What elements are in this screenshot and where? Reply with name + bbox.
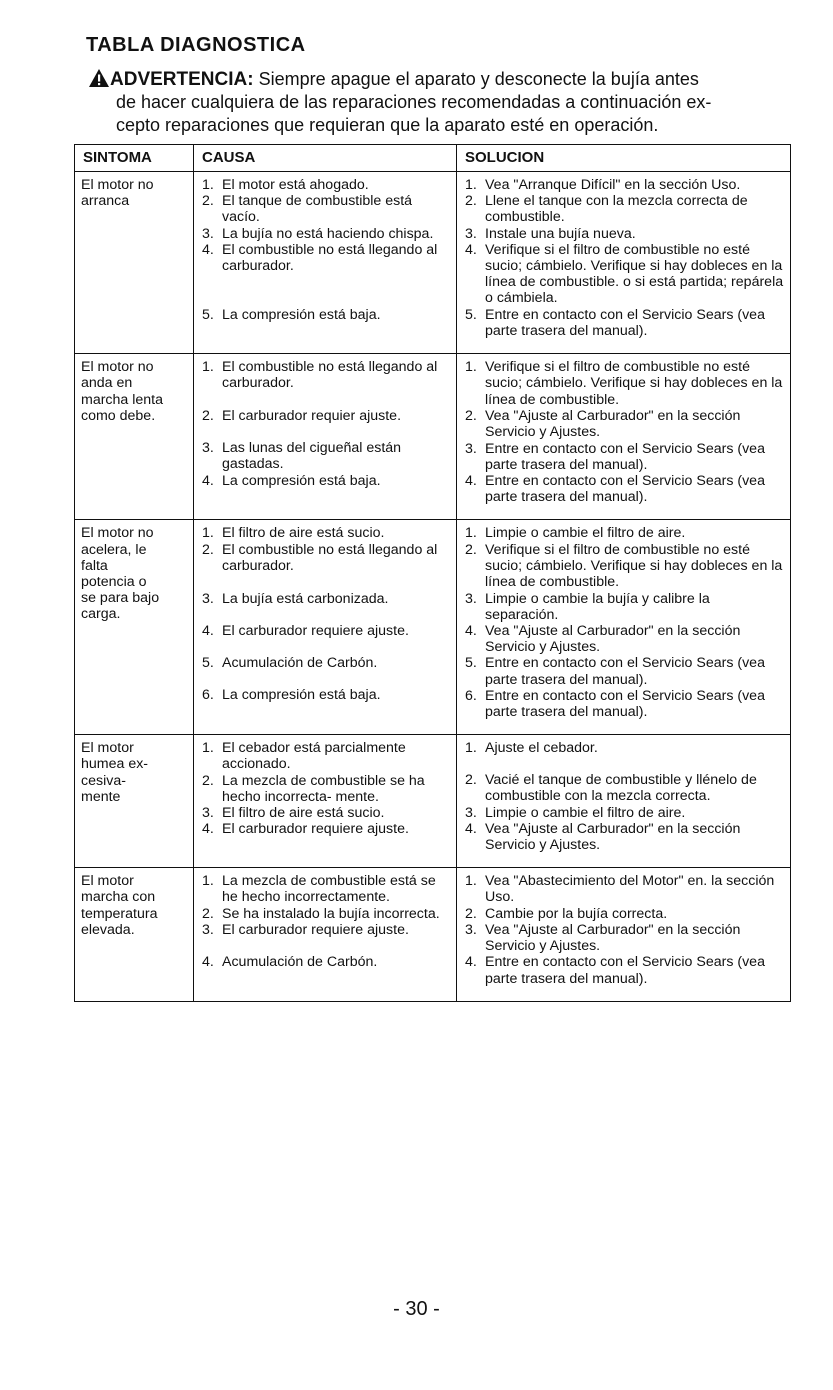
- item-text: La compresión está baja.: [222, 472, 381, 489]
- symptom-cell: El motor no arranca: [75, 172, 194, 354]
- item-text: Entre en contacto con el Servicio Sears (vea parte trasera del manual).: [485, 440, 765, 473]
- cause-item: [200, 821, 452, 853]
- item-number: 4.: [465, 820, 477, 837]
- cause-cell: [194, 354, 457, 520]
- warning-triangle-icon: [88, 68, 110, 88]
- cause-item: [200, 359, 452, 408]
- item-text: Limpie o cambie el filtro de aire.: [485, 525, 686, 542]
- table-row: [75, 520, 791, 735]
- cause-item: [200, 226, 452, 242]
- item-number: 2.: [465, 772, 477, 789]
- item-number: 3.: [202, 225, 214, 242]
- item-text: Vea "Ajuste al Carburador" en la sección Servicio y Ajustes.: [485, 820, 741, 854]
- solution-item: [463, 542, 786, 591]
- item-text: El carburador requiere ajuste.: [222, 821, 409, 838]
- solution-item: [463, 805, 786, 821]
- cause-item: [200, 408, 452, 440]
- solution-item: [463, 873, 786, 905]
- item-number: 6.: [202, 686, 214, 703]
- item-text: Se ha instalado la bujía incorrecta.: [222, 905, 440, 922]
- item-number: 4.: [202, 472, 214, 489]
- item-text: La mezcla de combustible se ha hecho incorrecta- mente.: [222, 772, 425, 805]
- item-number: 2.: [465, 541, 477, 558]
- cause-item: [200, 873, 452, 905]
- item-number: 6.: [465, 687, 477, 704]
- item-text: Verifique si el filtro de combustible no esté sucio; cámbielo. Verifique si hay dobleces en la línea de combustible. o si está partida; repárela o cámbiela.: [485, 241, 784, 307]
- cause-item: [200, 542, 452, 591]
- solution-item: [463, 408, 786, 440]
- item-text: Verifique si el filtro de combustible no esté sucio; cámbielo. Verifique si hay dobleces en la línea de combustible.: [485, 359, 783, 408]
- page-number: - 30 -: [393, 1298, 440, 1320]
- cause-item: [200, 805, 452, 821]
- table-row: [75, 735, 791, 868]
- item-number: 2.: [202, 772, 214, 789]
- header-solucion: SOLUCION: [457, 145, 791, 172]
- cause-item: [200, 906, 452, 922]
- item-number: 2.: [465, 408, 477, 425]
- item-text: El carburador requier ajuste.: [222, 408, 402, 425]
- item-text: La mezcla de combustible está se he hecho incorrectamente.: [222, 873, 436, 906]
- item-number: 4.: [465, 954, 477, 971]
- item-text: La bujía está carbonizada.: [222, 590, 389, 607]
- item-text: Entre en contacto con el Servicio Sears (vea parte trasera del manual).: [485, 473, 765, 506]
- table-row: [75, 354, 791, 520]
- item-text: Limpie o cambie el filtro de aire.: [485, 804, 686, 821]
- cause-item: [200, 307, 452, 339]
- item-number: 1.: [202, 873, 214, 890]
- solution-item: [463, 473, 786, 505]
- item-text: El combustible no está llegando al carburador.: [222, 359, 438, 392]
- item-text: Entre en contacto con el Servicio Sears (vea parte trasera del manual).: [485, 954, 765, 987]
- item-text: La bujía no está haciendo chispa.: [222, 225, 434, 242]
- solution-cell: [457, 868, 791, 1001]
- item-text: Cambie por la bujía correcta.: [485, 905, 668, 922]
- solution-item: [463, 193, 786, 225]
- item-number: 2.: [465, 905, 477, 922]
- item-number: 3.: [465, 921, 477, 938]
- item-text: El tanque de combustible está vacío.: [222, 193, 413, 226]
- cause-item: [200, 655, 452, 687]
- warning-text-line-3: cepto reparaciones que requieran que la aparato esté en operación.: [116, 115, 659, 135]
- item-number: 1.: [202, 177, 214, 193]
- solution-item: [463, 525, 786, 541]
- warning-label: ADVERTENCIA:: [110, 69, 254, 90]
- solution-cell: [457, 354, 791, 520]
- item-number: 1.: [465, 740, 477, 757]
- item-number: 1.: [202, 359, 214, 376]
- item-number: 5.: [202, 654, 214, 671]
- item-number: 1.: [465, 359, 477, 376]
- solution-item: [463, 177, 786, 193]
- solution-item: [463, 242, 786, 307]
- item-text: Entre en contacto con el Servicio Sears (vea parte trasera del manual).: [485, 655, 765, 688]
- item-text: El combustible no está llegando al carburador.: [222, 241, 438, 275]
- item-number: 1.: [202, 740, 214, 757]
- solution-cell: [457, 172, 791, 354]
- solution-item: [463, 954, 786, 986]
- cause-cell: [194, 172, 457, 354]
- item-text: Limpie o cambie la bujía y calibre la separación.: [485, 590, 710, 623]
- item-number: 2.: [202, 193, 214, 210]
- solution-item: [463, 441, 786, 473]
- item-number: 4.: [202, 622, 214, 639]
- solution-item: [463, 688, 786, 720]
- cause-item: [200, 954, 452, 986]
- cause-item: [200, 773, 452, 805]
- item-text: Ajuste el cebador.: [485, 740, 598, 757]
- warning-text-line-1: Siempre apague el aparato y desconecte la bujía antes: [258, 69, 699, 89]
- table-row: [75, 172, 791, 354]
- solution-item: [463, 922, 786, 954]
- item-text: El filtro de aire está sucio.: [222, 525, 385, 542]
- item-text: Llene el tanque con la mezcla correcta de combustible.: [485, 193, 748, 226]
- cause-item: [200, 623, 452, 655]
- item-number: 3.: [202, 440, 214, 457]
- item-text: Entre en contacto con el Servicio Sears (vea parte trasera del manual).: [485, 687, 765, 721]
- item-text: Vea "Abastecimiento del Motor" en. la sección Uso.: [485, 873, 775, 906]
- solution-item: [463, 740, 786, 772]
- cause-cell: [194, 868, 457, 1001]
- item-number: 1.: [202, 525, 214, 542]
- solution-item: [463, 655, 786, 687]
- warning-notice: [88, 68, 788, 137]
- item-number: 1.: [465, 873, 477, 890]
- item-text: La compresión está baja.: [222, 306, 381, 323]
- item-text: Vea "Ajuste al Carburador" en la sección Servicio y Ajustes.: [485, 921, 741, 955]
- warning-text-line-2: de hacer cualquiera de las reparaciones recomendadas a continuación ex-: [116, 92, 712, 112]
- cause-item: [200, 440, 452, 472]
- cause-item: [200, 242, 452, 307]
- table-header-row: [75, 145, 791, 172]
- solution-cell: [457, 735, 791, 868]
- header-causa: CAUSA: [194, 145, 457, 172]
- header-sintoma: SINTOMA: [75, 145, 194, 172]
- cause-item: [200, 591, 452, 623]
- item-number: 3.: [202, 805, 214, 822]
- item-text: El carburador requiere ajuste.: [222, 622, 409, 639]
- item-text: Vea "Ajuste al Carburador" en la sección Servicio y Ajustes.: [485, 623, 741, 656]
- page-title: TABLA DIAGNOSTICA: [86, 34, 306, 56]
- item-number: 3.: [465, 225, 477, 242]
- item-number: 3.: [465, 440, 477, 457]
- item-text: Acumulación de Carbón.: [222, 953, 378, 970]
- item-number: 2.: [202, 541, 214, 558]
- item-text: Vea "Ajuste al Carburador" en la sección Servicio y Ajustes.: [485, 408, 741, 441]
- item-text: Las lunas del cigueñal están gastadas.: [222, 440, 402, 473]
- item-text: Vea "Arranque Difícil" en la sección Uso.: [485, 177, 741, 193]
- item-number: 3.: [202, 921, 214, 938]
- solution-item: [463, 906, 786, 922]
- item-text: Entre en contacto con el Servicio Sears (vea parte trasera del manual).: [485, 306, 765, 340]
- item-text: Acumulación de Carbón.: [222, 654, 378, 671]
- item-text: El cebador está parcialmente accionado.: [222, 740, 406, 773]
- solution-item: [463, 772, 786, 804]
- item-number: 5.: [202, 306, 214, 323]
- solution-item: [463, 226, 786, 242]
- item-number: 3.: [465, 590, 477, 607]
- item-number: 4.: [465, 623, 477, 640]
- item-number: 4.: [202, 821, 214, 838]
- item-text: Instale una bujía nueva.: [485, 225, 636, 242]
- item-text: El combustible no está llegando al carburador.: [222, 541, 438, 574]
- cause-item: [200, 922, 452, 954]
- item-number: 4.: [202, 241, 214, 258]
- item-number: 4.: [202, 953, 214, 970]
- symptom-cell: El motor marcha con temperatura elevada.: [75, 868, 194, 1001]
- item-number: 2.: [465, 193, 477, 210]
- solution-item: [463, 359, 786, 408]
- item-number: 5.: [465, 306, 477, 323]
- table-row: [75, 868, 791, 1001]
- symptom-cell: El motor no acelera, le falta potencia o se para bajo carga.: [75, 520, 194, 735]
- cause-item: [200, 525, 452, 541]
- item-text: Verifique si el filtro de combustible no esté sucio; cámbielo. Verifique si hay dobleces en la línea de combustible.: [485, 541, 783, 591]
- item-text: La compresión está baja.: [222, 686, 381, 703]
- item-number: 4.: [465, 473, 477, 490]
- item-number: 1.: [465, 177, 477, 193]
- item-number: 3.: [465, 804, 477, 821]
- item-text: Vacié el tanque de combustible y llénelo de combustible con la mezcla correcta.: [485, 772, 757, 805]
- cause-cell: [194, 520, 457, 735]
- cause-item: [200, 740, 452, 772]
- cause-item: [200, 177, 452, 193]
- solution-item: [463, 591, 786, 623]
- item-text: El filtro de aire está sucio.: [222, 805, 385, 822]
- solution-item: [463, 821, 786, 853]
- cause-item: [200, 687, 452, 719]
- solution-item: [463, 307, 786, 339]
- symptom-cell: El motor no anda en marcha lenta como debe.: [75, 354, 194, 520]
- symptom-cell: El motor humea ex- cesiva- mente: [75, 735, 194, 868]
- item-text: El carburador requiere ajuste.: [222, 921, 409, 938]
- item-number: 5.: [465, 655, 477, 672]
- cause-item: [200, 473, 452, 505]
- item-number: 4.: [465, 241, 477, 258]
- item-text: El motor está ahogado.: [222, 177, 369, 193]
- solution-cell: [457, 520, 791, 735]
- solution-item: [463, 623, 786, 655]
- item-number: 3.: [202, 590, 214, 607]
- cause-cell: [194, 735, 457, 868]
- item-number: 2.: [202, 905, 214, 922]
- diagnostic-table: [74, 144, 791, 1002]
- item-number: 2.: [202, 408, 214, 425]
- item-number: 1.: [465, 525, 477, 542]
- cause-item: [200, 193, 452, 225]
